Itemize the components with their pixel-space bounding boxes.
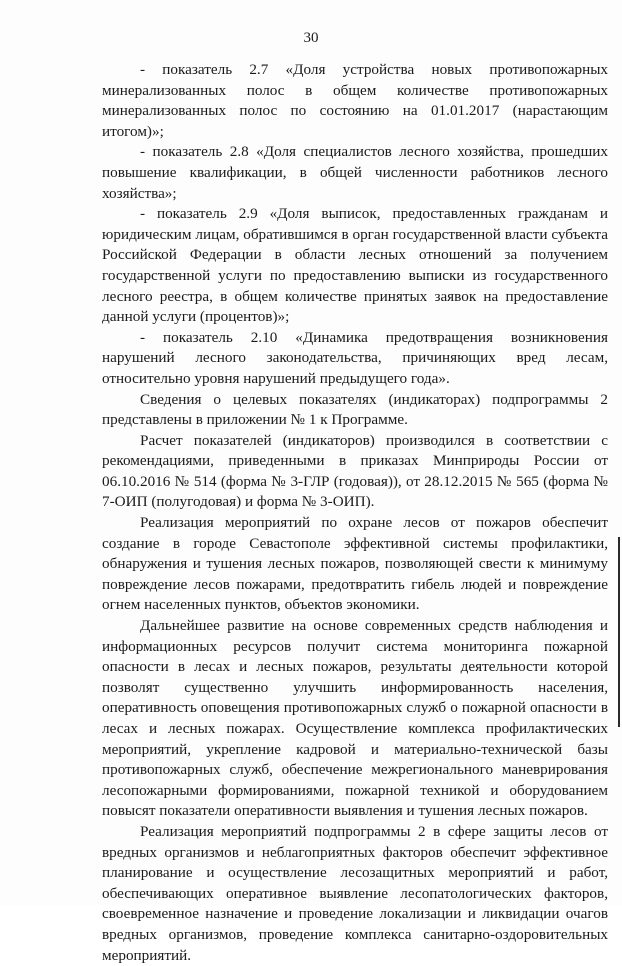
paragraph-monitoring-system: Дальнейшее развитие на основе современных средств наблюдения и информационных ресурсов получит система мониторинга пожарной опасности в лесах и лесных пожаров, результаты деятельности которой позволят существенно улучшить информированность населения, оперативность оповещения противопожарных служб о пожарной опасности в лесах и лесных пожарах. Осуществление комплекса профилактических мероприятий, укрепление кадровой и материально-технической базы противопожарных служб, обеспечение межрегионального маневрирования лесопожарными формированиями, пожарной техникой и оборудованием повысят показатели оперативности выявления и тушения лесных пожаров.	[102, 617, 608, 820]
paragraph-indicator-2-8: - показатель 2.8 «Доля специалистов лесного хозяйства, прошедших повышение квалификации, в общей численности работников лесного хозяйства»;	[102, 143, 608, 202]
paragraph-indicator-2-9: - показатель 2.9 «Доля выписок, предоставленных гражданам и юридическим лицам, обратившимся в орган государственной власти субъекта Российской Федерации в области лесных отношений за получением государственной услуги по предоставлению выписки из государственного лесного реестра, в общем количестве принятых заявок на предоставление данной услуги (процентов)»;	[102, 205, 608, 326]
page-number: 30	[303, 30, 319, 46]
paragraph-forest-protection: Реализация мероприятий подпрограммы 2 в сфере защиты лесов от вредных организмов и неблагоприятных факторов обеспечит эффективное планирование и осуществление лесозащитных мероприятий и работ, обеспечивающих оперативное выявление лесопатологических факторов, своевременное назначение и проведение локализации и ликвидации очагов вредных организмов, проведение комплекса санитарно-оздоровительных мероприятий.	[102, 822, 608, 964]
document-body	[102, 60, 608, 966]
scan-edge-mark	[618, 537, 620, 727]
paragraph-fire-protection: Реализация мероприятий по охране лесов от пожаров обеспечит создание в городе Севастополе эффективной системы профилактики, обнаружения и тушения лесных пожаров, позволяющей свести к минимуму повреждение лесов пожарами, предотвратить гибель людей и повреждение огнем населенных пунктов, объектов экономики.	[102, 514, 608, 614]
paragraph-calculation: Расчет показателей (индикаторов) производился в соответствии с рекомендациями, приведенными в приказах Минприроды России от 06.10.2016 № 514 (форма № 3-ГЛР (годовая)), от 28.12.2015 № 565 (форма № 7-ОИП (полугодовая) и форма № 3-ОИП).	[102, 431, 608, 511]
paragraph-indicator-2-7: - показатель 2.7 «Доля устройства новых противопожарных минерализованных полос в общем количестве противопожарных минерализованных полос по состоянию на 01.01.2017 (нарастающим итогом)»;	[102, 61, 608, 140]
paragraph-indicators-info: Сведения о целевых показателях (индикаторах) подпрограммы 2 представлены в приложении № 1 к Программе.	[102, 390, 608, 429]
paragraph-indicator-2-10: - показатель 2.10 «Динамика предотвращения возникновения нарушений лесного законодательства, причиняющих вред лесам, относительно уровня нарушений предыдущего года».	[102, 328, 608, 387]
